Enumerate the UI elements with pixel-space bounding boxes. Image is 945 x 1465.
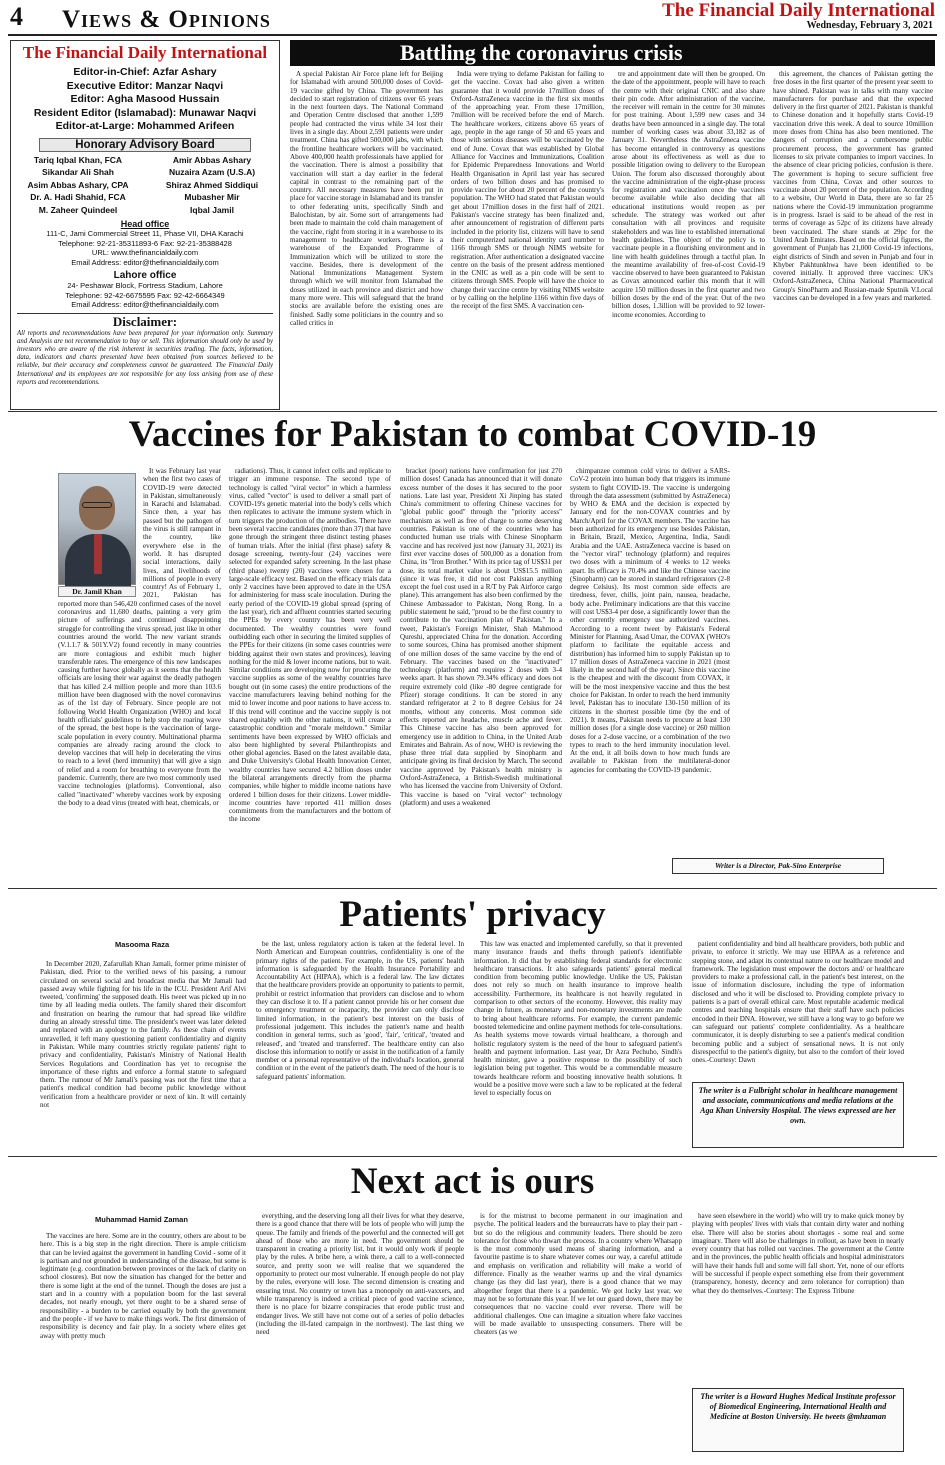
article1-column-4: [570, 467, 730, 854]
article1-column-3: [400, 467, 562, 869]
address-line: Telephone: 92-42-6675595 Fax: 92-42-6664349: [65, 290, 225, 300]
writer-note-box: The writer is a Fulbright scholar in healthcare management and associate, communications and media relations at the Aga Khan University Hospital. The views expressed are her own.: [692, 1082, 904, 1148]
article3-column-2: [256, 1212, 464, 1460]
board-member: Amir Abbas Ashary: [172, 154, 252, 165]
article-title-privacy: Patients' privacy: [339, 894, 606, 935]
website-link[interactable]: URL: www.thefinancialdaily.com: [91, 248, 199, 257]
article2-column-4: [692, 940, 904, 1065]
article-text: patient confidentiality and bind all healthcare providers, both public and private, to enforce it strictly. We may use HIPAA as a reference and stepping stone, and adapt its contextual nature to our healthcare model and framework. The legislation must empower the doctors and/ or healthcare providers to make a professional call, in the patient's best interest, on the issue of information disclosure, including the type of information disclosed and who it will be disclosed to. Providing complete privacy to patients is a part of overall ethical care. Most reputable academic medical centres and teaching hospitals ensure that their staff have such policies encoded in their DNA. However, we still have a long way to go before we can safeguard our patients' complete confidentiality. As a healthcare communicator, it is deeply disturbing to see a patient's medical condition becoming public and a subject of sensational news. It is not only disrespectful to the patient's dignity, but also to the comfort of their loved ones.-Courtesy: Dawn: [692, 940, 904, 1065]
section-rule: [8, 411, 937, 412]
board-member: Shiraz Ahmed Siddiqui: [165, 179, 259, 190]
issue-date: Wednesday, February 3, 2021: [806, 20, 933, 31]
article-text: chimpanzee common cold virus to deliver a SARS-CoV-2 protein into human body that triggers its immune system to fight COVID-19. The vaccine is undergoing through the data assessment (submitted by AstraZeneca) by WHO & EMA and the decision is expected by January end for the non-COVAX countries and by March/April for the COVAX members. The vaccine has been authorized for its emergency use besides Pakistan, in Britain, Brazil, Mexico, Argentina, India, Saudi Arabia and the UAE. AstraZeneca vaccine is based on the "vector viral" technology (platform) and requires two doses with a minimum of 4 weeks to 12 weeks apart. Its efficacy is 70.4% and like the Chinese vaccine (Sinopharm) can be stored in standard refrigerators (2-8 degree Celsius). Its most common side effects are tiredness, fever, chills, joint pain, nausea, headache, body ache. Preliminary indications are that this vaccine will cost US$3-4 per dose, a significantly lower than the other currently emergency use authorized vaccines. According to a recent tweet by Pakistan's Federal Minister for Planning, Asad Umar, the COVAX (WHO's platform to facilitate the equitable access and distribution) has informed him to supply Pakistan up to 17 million doses of AstraZeneca vaccine in 2021 (most likely in the second half of the year). Since this vaccine is the cheapest and with the discount from COVAX, it will be the most inexpensive vaccine and thus the best choice for Pakistan. In order to reach the herd immunity level, Pakistan has to inoculate 130-150 million of its citizens in the shortest possible time (by the end of 2021). It means, Pakistan needs to procure at least 130 million doses (for a single dose vaccine) or 260 million doses for a 2-dose vaccine, or a combination of the two types to reach to the herd immunity inoculation level. At the end, it all boils down to how much funds are available to Pakistan from the multilateral-donor agencies for combating the COVID-19 pandemic.: [570, 467, 730, 774]
editorial-text: A special Pakistan Air Force plane left for Beijing for Islamabad with around 500,000 doses of Covid-19 vaccine gifted by China. The government has decided to start registration of citizens over 65 years in the next fourteen days. The National Command and Operation Centre disclosed that another 1,599 people had contracted the virus while 34 lost their lives in a single day. About 2,591 patients were under treatment. China has gifted 500,000 jabs, with which the frontline healthcare workers will be vaccinated. Above 400,000 health professionals have applied for the vaccination. There is almost a possibility that vaccination will start a day earlier in the federal capital in contrast to the remaining part of the country. All necessary measures have been put in place for vaccine storage in Islamabad and its transfer to other federating units, specifically Sindh and Balochistan, by air. Some sort of arrangements had been made to maintain the cold chain management of the vaccine, right from storing it in a warehouse to its management to healthcare workers. There is a warehouse of the Expanded Programme of Immunization which will be utilized to store the vaccine. Besides, there is development of the National Immunizations Management System through which we will monitor from Islamabad the doses utilized in each province and district and how many more were. This will safeguard that the brand stocks are available before the existing ones are finished. Sadly some politicians in the country and so called critics in: [290, 70, 443, 327]
editorial-title: Battling the coronavirus crisis: [290, 40, 935, 66]
section-rule: [8, 888, 937, 889]
address-line: 111-C, Jami Commercial Street 11, Phase VII, DHA Karachi: [46, 229, 244, 238]
editorial-column-4: [773, 70, 933, 408]
editor-line: Resident Editor (Islamabad): Munawar Naqvi: [33, 106, 257, 119]
editorial-text: this agreement, the chances of Pakistan getting the free doses in the first quarter of the present year seem to have shined. Pakistan was in talks with many vaccine manufacturers for purchase and that the expected delivery in the first quarter of 2021. Pakistan is thankful to Chinese donation and it hopefully starts Covid-19 vaccination drive this week. A deal to source 10million more doses from China has also been mentioned. The dangers of corruption and a cumbersome public procurement process, the government has granted licenses to six private companies to import vaccines. In the absence of clear pricing policies, confusion is there. The government is hoping to secure sufficient free vaccines from China, Covax and other sources to vaccinate about 20 percent of the population. According to a website, Our World in Data, there are so far 25 nations where the Covid-19 immunization programme is in progress. Israel is said to be ahead of the rest in terms of coverage as 52pc of its citizens have already been vaccinated. The share stands at 29pc for the United Arab Emirates. Based on the official figures, the government of Punjab has 21,000 Covid-19 infections, eight districts of Sindh and seven in Punjab and four in Khyber Pakhtunkhwa have been identified to be covered initially. It approved three vaccines: UK's Oxford-AstraZeneca, China National Pharmaceutical Group's SinoPharm and Russian-made Sputnik V.Local vaccines can be developed in a few years and marketed.: [773, 70, 933, 303]
article-text: is for the mistrust to become permanent in our imagination and psyche. The political leaders and the bureaucrats have to play their part - but so do the religious and community leaders. There should be zero tolerance for those who thwart the process. In a country where Whatsapp is the most commonly used means of sharing information, and a favourite pastime is to share whatever comes our way, a careful attitude and emphasis on verification and reliability will make a world of difference. Finally as the weather warms up and the viral dynamics change (as they did last year), there is a good chance that we may altogether forget that there is a pandemic. We got lucky last year, we may not be so fortunate this year. If we let our guard down, there may be consequences that no vaccine could ever reverse. There will be additional challenges. One can imagine a situation where fake vaccines will be made available to unsuspecting consumers. There will be cheaters (as we: [474, 1212, 682, 1337]
board-member: M. Zaheer Quindeel: [38, 204, 118, 215]
masthead-box: [10, 40, 280, 410]
editor-line: Editor-in-Chief: Azfar Ashary: [73, 66, 217, 78]
page-number: 4: [10, 2, 23, 31]
article-text: In December 2020, Zafarullah Khan Jamali, former prime minister of Pakistan, died. Prior to the verified news of his passing, a rumour circulated on several social and broadcast media that Mr Jamali had passed away while fighting for his life in the ICU. President Arif Alvi tweeted, 'confirming' the supposed death. His tweet was picked up in no time by all leading media outlets. The family shared their discomfort and frustration on hearing the rumour that had spread like wildfire during an already stressful time. The president's tweet was later deleted and replaced with an apology to the family. As these chain of events unravelled, it left many questioning patient confidentiality and dignity in Pakistan. While many countries strictly regulate patients' right to privacy and confidentiality, Pakistan's Ministry of National Health Services Regulations and Coordination has yet to recognise the importance of these rights and enforce a formal statute to safeguard them. The rumour of Mr Jamali's passing was not the first time that a patient's medical condition had become public knowledge without verification from a healthcare provider or next of kin. It will certainly not: [40, 960, 246, 1110]
email-link[interactable]: Email Address: editor@thefinancialdaily.com: [71, 300, 219, 309]
editors-list: [11, 66, 279, 134]
article1-column-1: [58, 467, 221, 869]
article2-column-2: [256, 940, 464, 1152]
article-text: This law was enacted and implemented carefully, so that it prevented many insurance frauds and thefts through patient's identifiable information. It did that by establishing federal standards for electronic healthcare transactions. It also safeguards patients' general medical condition from becoming public knowledge. Unlike the US, Pakistan does not rely so much on health insurance to improve health accessibility. Furthermore, its healthcare is not heavily regulated in comparison to other sectors of the economy. However, this reality may change in future, as monetary and non-monetary investments are made to bring about healthcare reforms. For example, the current pandemic boosted telemedicine and online payment methods for tele-consultations. As health systems move towards virtual healthcare, a thorough and holistic regulatory system is the need of the hour to safeguard patient's health and payment information. Last year, Dr Azra Pechuho, Sindh's health minister, gave a positive response to the possibility of such legislation being put together. This would be a commendable measure towards healthcare reform and boosting innovative health solutions. It would be a positive move were such a law to be replicated at the federal level to especially focus on: [474, 940, 682, 1098]
article-text: everything, and the deserving long all their lives for what they deserve, there is a good chance that there will be lots of people who will jump the queue. The family and friends of the powerful and the connected will get ahead of those who are more in need. The government should be transparent in creating a priority list, but it would only work if people play by the rules. A bribe here, a wink there, a call to a well-connected source, and pretty soon we will realise that we squandered the opportunity to protect our most vulnerable. If enough people do not play by the rules, everyone will lose. The second dimension is creating and ensuring trust. No country or town has a monopoly on anti-vaxxers, and while transparency is indeed a critical piece of good vaccine science, there is no place for bizarre conspiracies that erode public trust and endanger lives. We still have not come out of a series of polio debacles (including the ill-fated campaign in the northwest). The last thing we need: [256, 1212, 464, 1337]
author-caption: Dr. Jamil Khan: [58, 586, 136, 597]
board-member: Nuzaira Azam (U.S.A): [168, 167, 256, 177]
editor-line: Editor: Agha Masood Hussain: [70, 93, 220, 105]
writer-note-box: Writer is a Director, Pak-Sino Enterprise: [672, 858, 884, 874]
editor-line: Executive Editor: Manzar Naqvi: [66, 79, 224, 92]
article-text: have seen elsewhere in the world) who will try to make quick money by playing with peoples' lives with vials that contain dirty water and nothing else. There will also be stories about shortages - some real and some imaginary. There will also be challenges in rollout, as have been in nearly every country that has rolled out vaccines. The government at the Centre and in the provinces, the public health officials and hospital administrators will have their hands full and some will fall short. Yet, none of our efforts will be successful if people expect something else from their government (transparency, honesty, decency and zero tolerance for corruption) than what they do themselves.-Courtesy: The Express Tribune: [692, 1212, 904, 1295]
email-link[interactable]: Email Address: editor@thefinancialdaily.com: [71, 257, 219, 267]
article-title-next-act: Next act is ours: [350, 1161, 595, 1202]
disclaimer-box: [17, 313, 273, 387]
lahore-office-label: Lahore office: [113, 270, 177, 281]
article2-byline: Masooma Raza: [115, 940, 170, 949]
writer-note-box: The writer is a Howard Hughes Medical Institute professor of Biomedical Engineering, International Health and Medicine at Boston University. He tweets @mhzaman: [692, 1388, 904, 1452]
board-member: Asim Abbas Ashary, CPA: [27, 179, 129, 190]
editorial-text: India were trying to defame Pakistan for failing to get the vaccine. Covax had also given a written guarantee that it would provide 17million doses of Oxford-AstraZeneca vaccine in the first six months of the approaching year. From these 17million, 7million will be received before the end of March. The healthcare workers, citizens above 65 years of age, people in the age range of 50 and 65 years and those with serious diseases will be vaccinated by the end of June. Covax that was established by Global Alliance for Vaccines and Immunizations, Coalition for Epidemic Preparedness Innovations and World Health Organisation in April last year has secured orders of two billion doses and has promised to provide vaccine for about 20 percent of the country's population. The WHO had stated that Pakistan would get about 17million doses in the first half of 2021. Pakistan's vaccine strategy has been finalized and, after announcement of registration of different parts included in the priority list, citizens will have to send their computerized national identity card number to 1166 through SMS or through NIMS website for registration. After authentication a designated vaccine centre on the basis of the present address mentioned in the CNIC as well as a pin code will be sent to citizens through SMS. People will have the choice to change their vaccine centre by visiting NIMS website or by calling on the helpline 1166 within five days of the receipt of the first SMS. A vaccination cen-: [451, 70, 604, 311]
article-text: be the last, unless regulatory action is taken at the federal level. In North American and European countries, confidentiality is one of the primary rights of the patient. For example, in the US, patients' health information is safeguarded by the Health Insurance Portability and Accountability Act (HIPAA), which is a federal law. The law dictates that the healthcare providers provide an opportunity to patients to permit, prohibit or restrict information that providers can disclose and to whom they can disclose it to. If a patient cannot provide his or her consent due to emergency treatment or incapacity, the provider can only disclose limited information, in the patient's best interest on the basis of professional judgement. This includes the patient's name and health condition in general terms, such as 'good', 'fair', 'critical', 'treated and released', and 'treated and transferred'. The healthcare entity can also disclose this information to notify or assist in the notification of a family member or a personal representative of the individual's location, general condition or in the event of the patient's death. The need of the hour is to safeguard patients' information.: [256, 940, 464, 1081]
address-line: Telephone: 92-21-35311893-6 Fax: 92-21-35388428: [58, 238, 232, 248]
disclaimer-title: Disclaimer:: [112, 313, 178, 329]
honorary-board-grid: [11, 154, 279, 217]
article3-byline: Muhammad Hamid Zaman: [95, 1215, 188, 1224]
section-title: Views & Opinions: [62, 6, 271, 33]
disclaimer-text: All reports and recommendations have been prepared for your information only. Summary and Analysis are not recommendation to buy or sell. This information should only be used by investors who are aware of the risk inherent in securities trading. The facts, information, data, indicators and charts presented have been obtained from sources believed to be reliable, but their accuracy and completeness cannot be guaranteed. The Financial Daily International and its employees are not responsible for any loss arising from use of these reports and recommendations.: [17, 329, 273, 386]
editorial-text: tre and appointment date will then be grouped. On the date of the appointment, people will have to reach the centre with their original CNIC and also share their pin code. After administration of the vaccine, the receiver will remain in the centre for 30 minutes for post training. About 1,599 new cases and 34 deaths have been announced in a single day. The total number of working cases was about 33,182 as of January 31. Nevertheless the AstraZeneca vaccine has become entangled in controversy as questions arose about its effectiveness as well as due to possible litigation owing to delivery to the European Union. The forum also discussed thoroughly about the vaccine administration of the eight-phase process for registration and vaccination once the vaccines become available while also deciding that all educational institutions would reopen as per schedule. The strategy was worked out after consultation with all provinces and requisite stakeholders and was line to established international health guidelines. The object of the policy is to vaccinate people in a flourishing environment and in line with health guidelines through a tactful plan. In the meantime availability of free-of-cost Covid-19 vaccine observed to have been guaranteed to Pakistan as Covax announced earlier this month that it will acquire 150 million doses in the first quarter and two billion doses by the end of the year. Out of the two billion doses, 1.3illion will be provided to 92 lower-income economies. According to: [612, 70, 765, 319]
head-office-address: [11, 229, 279, 267]
honorary-board-heading: Honorary Advisory Board: [39, 138, 251, 152]
article3-column-4: [692, 1212, 904, 1362]
head-office-label: Head office: [120, 219, 170, 229]
section-rule: [8, 1156, 937, 1157]
article1-column-2: [229, 467, 391, 869]
article-text: The vaccines are here. Some are in the country, others are about to be here. This is a big step in the right direction. There is ample criticism that can be levied against the government in handling Covid - some of it is partisan and not grounded in understanding of the disease, but some is legitimate (e.g. coordination between provinces or the lack of clarity on school closures). But now the situation has changed for the better and there is some light at the end of the tunnel. Though the doses are just a start and in a country with a population boom for the last several decades, not nearly enough, yet there ought to be a shared sense of responsibility - a burden to be carried equally by both the government and the people - if we have to make things work. The first dimension of responsibility is decency and fair play. In a society where elites get away with pretty much: [40, 1232, 246, 1340]
header-rule: [8, 34, 937, 36]
photo-spacer: [58, 467, 143, 599]
board-member: Dr. A. Hadi Shahid, FCA: [30, 192, 126, 202]
editorial-column-2: [451, 70, 604, 408]
article-text: It was February last year when the first two cases of COVID-19 were detected in Pakistan, simultaneously in Karachi and Islamabad. Since then, a year has passed but the pathogen of the virus is still rampant in the country, like everywhere else in the world. It has disrupted social interactions, daily lives, and livelihoods of millions of people in every country! As of February 1, 2021, Pakistan has reported more than 546,420 confirmed cases of the novel coronavirus and 11,680 deaths, painting a very grim picture of sufferings and continued disappointing struggle for controlling the virus spread, just like in other countries around the world. The new variant strands (V.1.1.7 & 501Y.V2) found recently in many countries are more contagious and exhibit much higher transferable rates. The emergence of this new landscapes causing further havoc globally as it seems that the health officials are losing their war against the deadly pathogen that has killed 2.4 million people and more than 103.6 million have been diagnosed with the novel coronavirus as of the 1st day of February. Since people are not following World Health Organization (WHO) and local health officials' guidelines to help stop the roaring wave of the spread, the best hope is the vaccination of large-scale population in every country. Multinational pharma companies are already racing around the clock to develop vaccines that will help in decelerating the virus to reach to a level (herd immunity) that will give a sign of relief and a room for breathing to everyone from the pandemic. Currently, there are two most commonly used vaccine technologies (platforms). Conventional, also called "inactivated" whereby vaccines work by exposing the body to a dead virus (treated with heat, chemicals, or: [58, 467, 221, 807]
editorial-column-3: [612, 70, 765, 408]
board-member: Mubasher Mir: [184, 192, 240, 202]
board-member: Sikandar Ali Shah: [42, 167, 114, 177]
article-title-vaccines: Vaccines for Pakistan to combat COVID-19: [128, 414, 817, 455]
article-text: bracket (poor) nations have confirmation for just 270 million doses! Canada has announced that it will donate excess number of the doses it has secured to the poor nations. Late last year, President Xi Jinping has stated China's commitment to offering Chinese vaccines for "global public good" through the "priority access" mechanism as well as free of charge to some deserving countries. Pakistan is one of the countries who has conducted human use trials with Chinese Sinopharm vaccine and has received just now (January 31, 2021) its first ever vaccine doses of 500,000 as a donation from China, its "Iron Brother." With its price tag of US$31 per dose, its total market value is about US$15.5 million (since it was free, it did not cost Pakistan anything except the fuel cost used in a R/T by Pak Airforce cargo plane). This arrangement has also been confirmed by the Chinese Ambassador to Pakistan, Nong Rong. In a public statement he said, "proud to be the first country to contribute to the vaccination plan of Pakistan." In a tweet, Pakistan's Foreign Minister, Shah Mahmood Qureshi, appreciated China for the donation. According to some sources, China has promised another shipment of one million doses of the same vaccine by the end of February. The vaccines based on the "inactivated" technology (platform) and requires 2 doses with 3-4 weeks apart. It has shown 79.34% efficacy and does not require extremely cold (like -80 degree centigrade for Pfizer) storage conditions. It can be stored in any standard refrigerator at 2 to 8 degree Celsius for 24 months, without any concerns. Most common side effects reported are headache, muscle ache and fever. This Chinese vaccine has also been approved for emergency use in addition to China, in the United Arab Emirates and Bahrain. As of now, WHO is reviewing the phase three trial data supplied by Sinopharm and anticipate giving its final decision by March. The second vaccine approved by Pakistan's health ministry is Oxford-AstraZeneca, a British-Swedish multinational who has licensed the vaccine from University of Oxford. This vaccine is based on "viral vector" technology (platform) and uses a weakened: [400, 467, 562, 807]
masthead-title: The Financial Daily International: [22, 43, 268, 62]
article2-column-1: [40, 960, 246, 1152]
paper-name: The Financial Daily International: [662, 0, 935, 21]
article3-column-1: [40, 1232, 246, 1460]
article3-column-3: [474, 1212, 682, 1460]
article2-column-3: [474, 940, 682, 1152]
article-text: radiations). Thus, it cannot infect cells and replicate to trigger an immune response. The second type of technology is called "viral vector" in which a harmless virus, called "vector" is used to deliver a small part of COVID-19's genetic material into the body's cells which then replicates to activate the immune system which in turn triggers the production of the antibodies. There have been several vaccine candidates (more than 37) that have gone through the stringent three distinct testing phases of human trials. After the initial (first phase) safety & dosage screening, twenty-four (24) vaccines were selected for expanded safety screening. In the last phase (third phase) twenty (20) vaccines were chosen for a large-scale efficacy test. Based on the efficacy trials data only 2 vaccines have been approved to date in the USA for administering for mass scale inoculation. During the early period of the COVID-19 global spread (spring of the last year), rich and affluent countries started securing the PPEs by every country has been very well documented. The wealthy countries were found outbidding each other in securing the limited supplies of the PPEs for their citizens (in some cases countries were bidding against their own states and provinces), leaving nothing for the mid & lower income nations, but to wait. Similar conditions are developing now for procuring the vaccine supplies as some of the wealthy countries have bought out (in some cases) the entire productions of the vaccine manufacturers leaving behind nothing for the mid to lower income and poor nations to have access to. If this trend will continue and the vaccine supply is not shared equitably with the other nations, it will create a catastrophic condition and "morale meltdown." Similar sentiments have been expressed by WHO officials and also been highlighted by several Philanthropists and other global agencies. Based on the latest available data, and Duke University's Global Health Innovation Center, wealthy countries have secured 4.2 billion doses under the bilateral arrangements directly from the pharma companies, while higher to middle income nations have ordered 1 billion doses for their citizens. Lower middle-income countries have reported 411 million doses commitments from the manufacturers and the bottom of the income: [229, 467, 391, 824]
board-member: Iqbal Jamil: [190, 204, 234, 215]
editor-line: Editor-at-Large: Mohammed Arifeen: [55, 120, 235, 132]
board-member: Tariq Iqbal Khan, FCA: [33, 154, 123, 165]
editorial-column-1: [290, 70, 443, 408]
address-line: 24- Peshawar Block, Fortress Stadium, Lahore: [67, 281, 223, 290]
lahore-office-address: [11, 281, 279, 310]
